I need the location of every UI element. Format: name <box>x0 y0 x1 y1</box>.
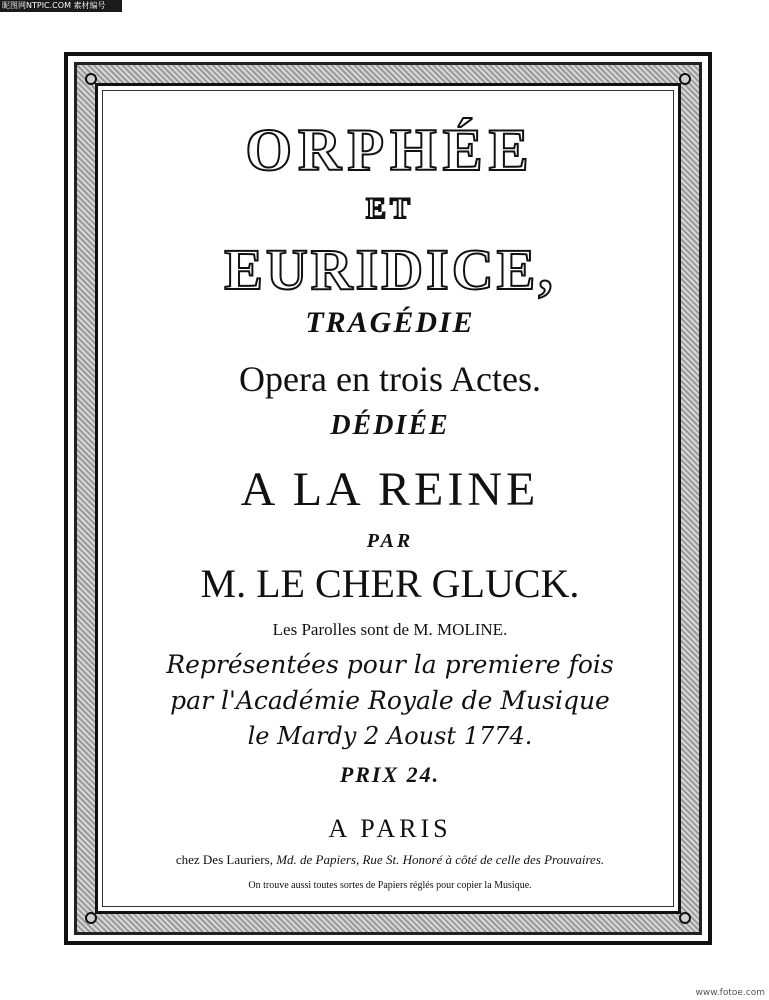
price: PRIX 24. <box>339 762 441 787</box>
lyricist: Les Parolles sont de M. MOLINE. <box>272 620 508 639</box>
title-line-2: ET <box>365 192 415 225</box>
dedication-label: DÉDIÉE <box>330 410 450 441</box>
author-name: M. LE CHER GLUCK. <box>200 561 580 606</box>
bottom-watermark: www.fotoe.com <box>695 988 765 998</box>
dedication-recipient: A LA REINE <box>240 463 540 516</box>
performance-line-1: Représentées pour la premiere fois <box>166 650 614 679</box>
title-line-3: EURIDICE, <box>224 237 556 302</box>
publisher-address <box>100 852 680 868</box>
publisher-name: chez Des Lauriers, <box>175 852 273 867</box>
publisher-address-detail: Md. de Papiers, Rue St. Honoré à côté de celle des Prouvaires. <box>276 852 605 867</box>
author-by: PAR <box>366 530 414 552</box>
title-page-content <box>100 100 680 900</box>
performance-line-2: par l'Académie Royale de Musique <box>170 686 610 715</box>
top-watermark: 昵图网NTPIC.COM 素材编号 <box>0 0 122 12</box>
publisher-city: A PARIS <box>328 814 452 843</box>
title-line-1: ORPHÉE <box>245 117 535 183</box>
opera-subtitle: Opera en trois Actes. <box>239 359 541 399</box>
publisher-note: On trouve aussi toutes sortes de Papiers réglés pour copier la Musique. <box>248 880 532 891</box>
genre: TRAGÉDIE <box>305 306 475 339</box>
performance-line-3: le Mardy 2 Aoust 1774. <box>247 722 533 750</box>
